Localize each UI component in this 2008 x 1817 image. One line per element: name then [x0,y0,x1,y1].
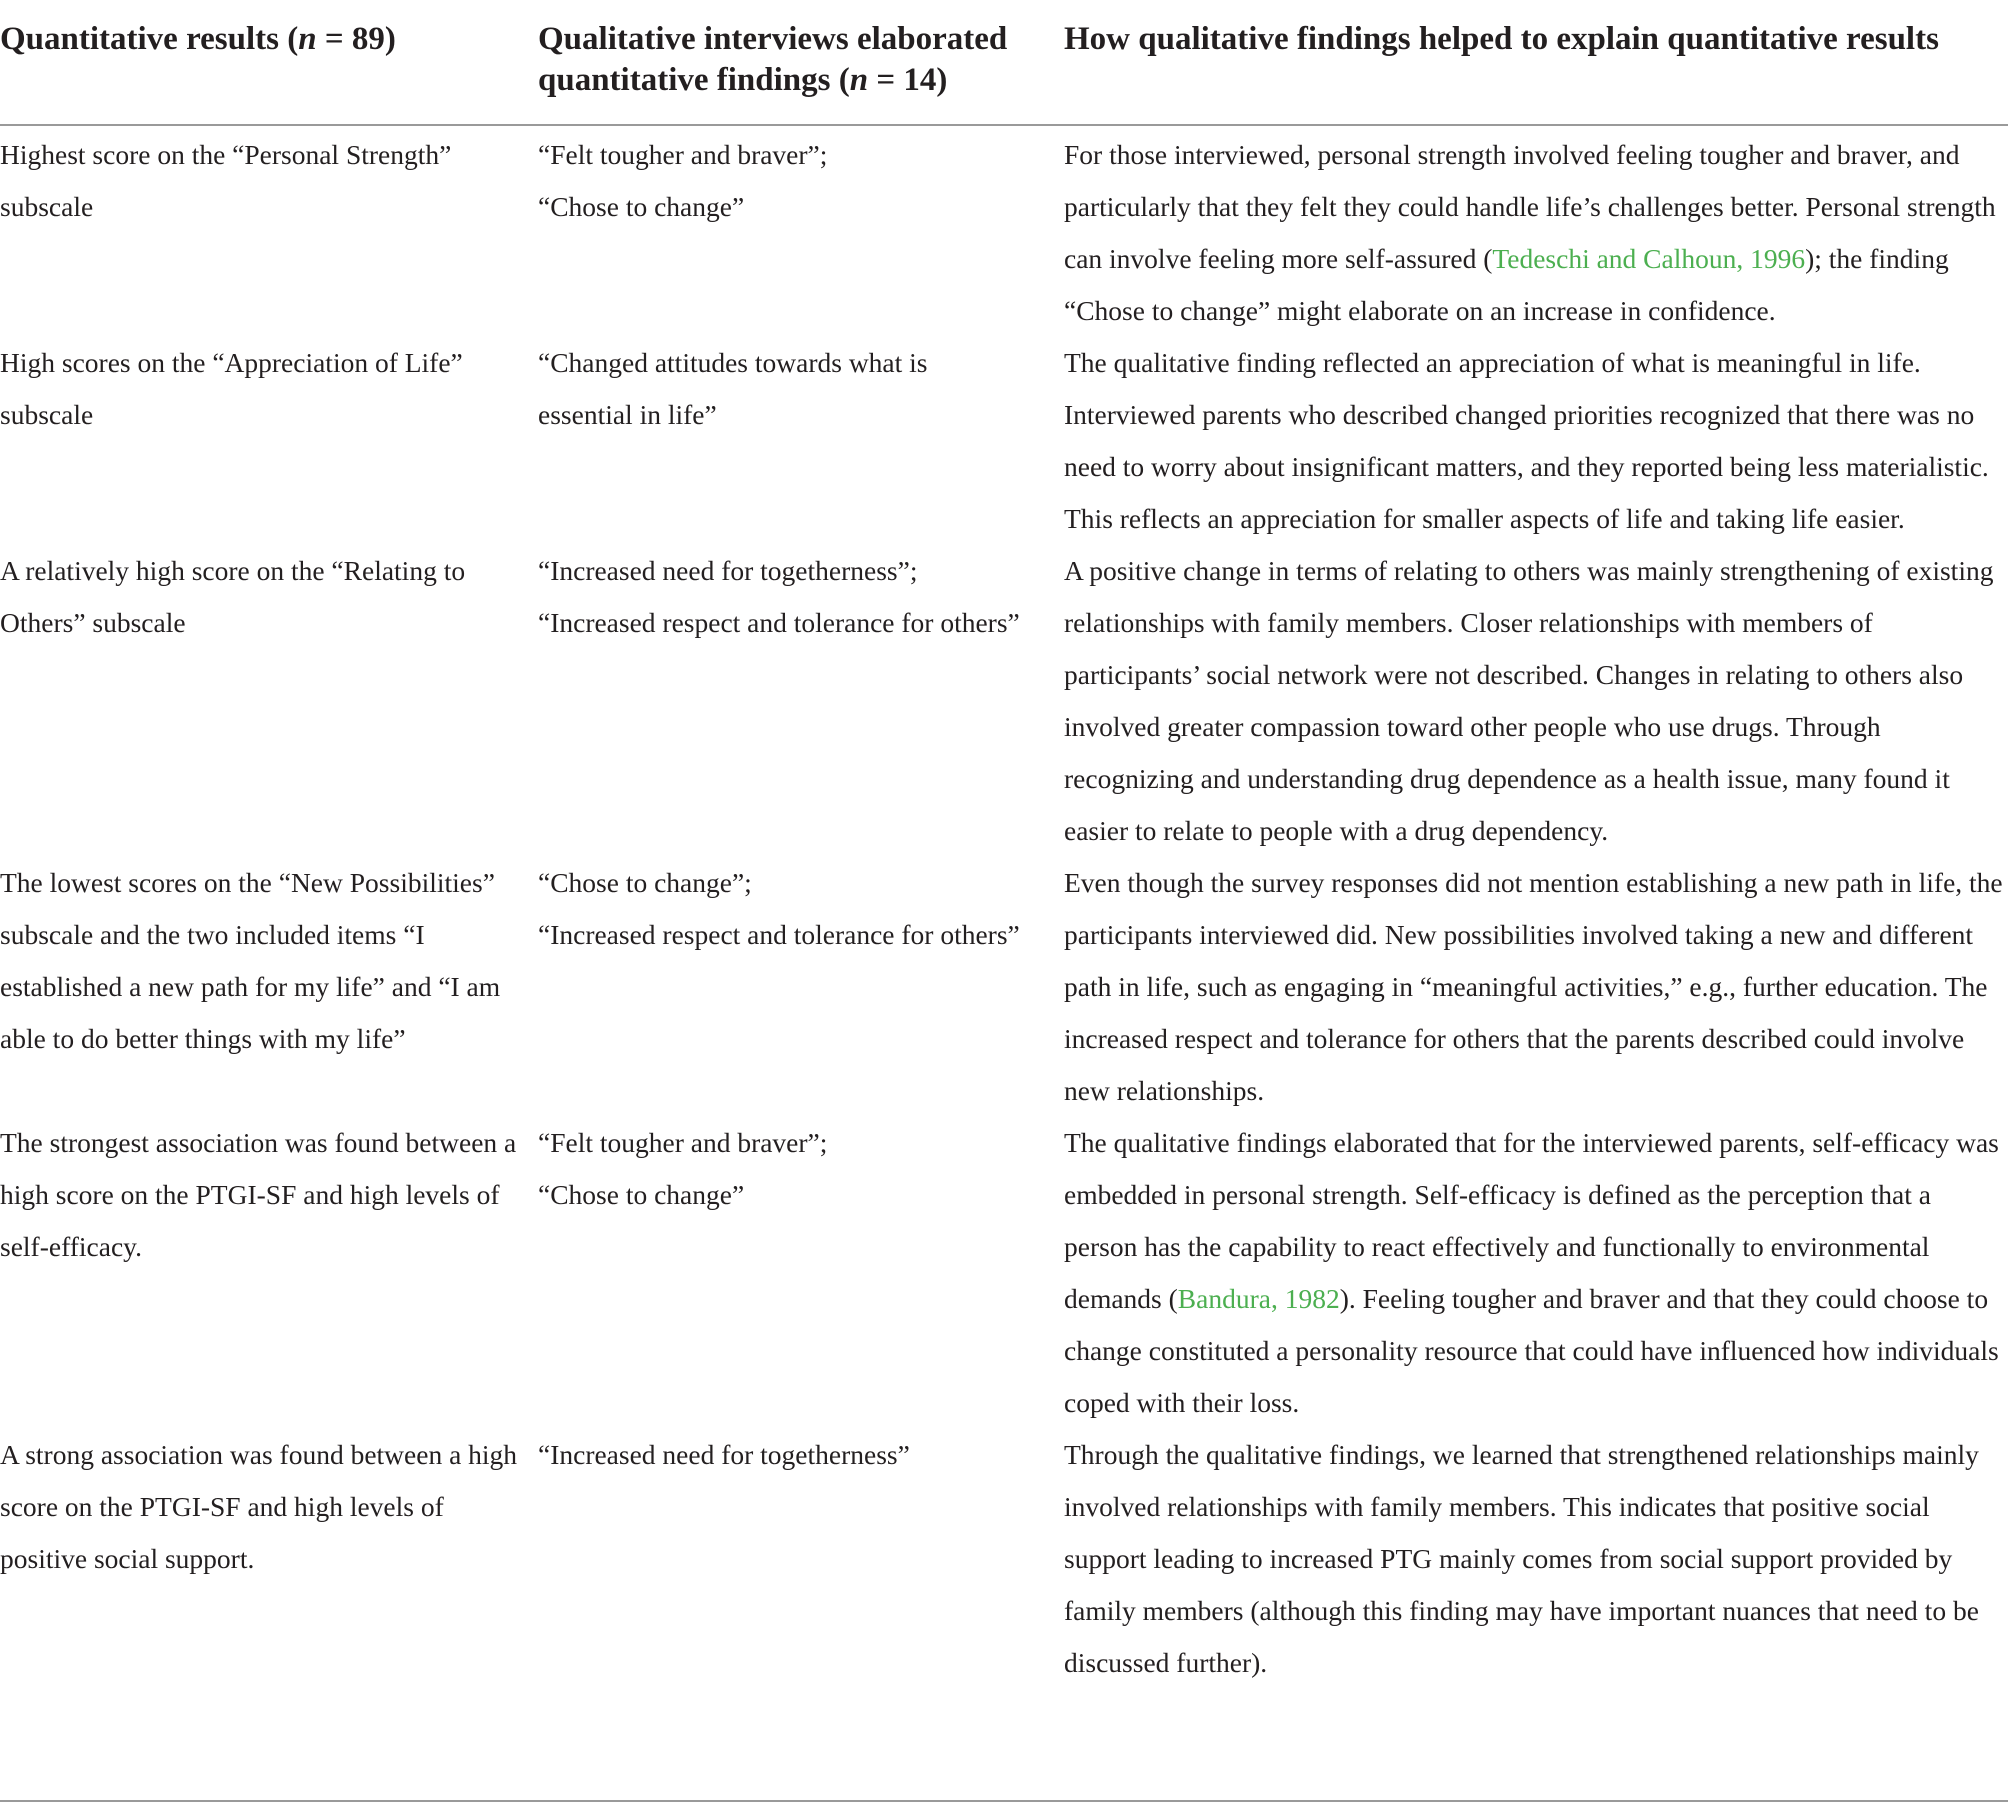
qualitative-finding-cell [538,857,1064,1117]
explanation-cell [1064,337,2008,545]
qualitative-quote: “Increased respect and tolerance for others” [538,607,1020,638]
explanation-cell [1064,857,2008,1117]
table-row [0,125,2008,337]
header-how-findings-explain: How qualitative findings helped to explain quantitative results [1064,0,2008,125]
explanation-cell [1064,1429,2008,1689]
quantitative-result-cell: A strong association was found between a high score on the PTGI-SF and high levels of positive social support. [0,1439,518,1574]
citation-link[interactable]: Bandura, 1982 [1177,1283,1340,1314]
explanation-cell [1064,545,2008,857]
header-col2-prefix: Qualitative interviews elaborated quantitative findings ( [538,21,1008,98]
qualitative-finding-cell [538,337,1064,545]
quantitative-result-cell: Highest score on the “Personal Strength” subscale [0,139,452,222]
qualitative-quote: “Felt tougher and braver”; [538,139,828,170]
qualitative-quote: “Chose to change”; [538,867,752,898]
qualitative-quote: “Chose to change” [538,1179,745,1210]
explanation-text-continued: ); the finding “Chose to change” might elaborate on an increase in confidence. [1064,243,1949,326]
quantitative-result-cell: A relatively high score on the “Relating to Others” subscale [0,555,466,638]
quantitative-result-cell: High scores on the “Appreciation of Life” subscale [0,347,463,430]
qualitative-quote: “Felt tougher and braver”; [538,1127,828,1158]
table-bottom-rule [0,1800,2008,1802]
explanation-text-continued: ). Feeling tougher and braver and that they could choose to change constituted a personality resource that could have influenced how individuals coped with their loss. [1064,1283,1999,1418]
explanation-text: The qualitative finding reflected an appreciation of what is meaningful in life. Interviewed parents who described changed priorities recognized that there was no need to worry about insignificant matters, and they reported being less materialistic. This reflects an appreciation for smaller aspects of life and taking life easier. [1064,347,1989,534]
explanation-cell [1064,1117,2008,1429]
table-header [0,0,2008,125]
explanation-text: Through the qualitative findings, we learned that strengthened relationships mainly involved relationships with family members. This indicates that positive social support leading to increased PTG mainly comes from social support provided by family members (although this finding may have important nuances that need to be discussed further). [1064,1439,1979,1678]
table-row [0,857,2008,1117]
table-body [0,125,2008,1689]
qualitative-quote: “Increased need for togetherness”; [538,555,918,586]
table-row [0,545,2008,857]
explanation-text: Even though the survey responses did not mention establishing a new path in life, the participants interviewed did. New possibilities involved taking a new and different path in life, such as engaging in “meaningful activities,” e.g., further education. The increased respect and tolerance for others that the parents described could involve new relationships. [1064,867,2003,1106]
qualitative-finding-cell [538,125,1064,337]
qualitative-finding-cell [538,1117,1064,1429]
header-col1-suffix: = 89) [316,21,396,57]
qualitative-quote: “Chose to change” [538,191,745,222]
qualitative-quote: “Changed attitudes towards what is essential in life” [538,347,928,430]
quantitative-result-cell: The lowest scores on the “New Possibilities” subscale and the two included items “I established a new path for my life” and “I am able to do better things with my life” [0,867,501,1054]
header-col1-n: n [298,21,317,57]
header-col2-suffix: = 14) [868,62,948,98]
qualitative-finding-cell [538,545,1064,857]
header-col1-prefix: Quantitative results ( [0,21,299,57]
header-qualitative-interviews [538,0,1064,125]
qualitative-finding-cell [538,1429,1064,1689]
quantitative-result-cell: The strongest association was found between a high score on the PTGI-SF and high levels of self-efficacy. [0,1127,517,1262]
header-col2-n: n [849,62,869,98]
explanation-text: The qualitative findings elaborated that for the interviewed parents, self-efficacy was embedded in personal strength. Self-efficacy is defined as the perception that a person has the capability to react effectively and functionally to environmental demands ( [1064,1127,1999,1314]
qualitative-quote: “Increased respect and tolerance for others” [538,919,1020,950]
explanation-text: A positive change in terms of relating to others was mainly strengthening of existing relationships with family members. Closer relationships with members of participants’ social network were not described. Changes in relating to others also involved greater compassion toward other people who use drugs. Through recognizing and understanding drug dependence as a health issue, many found it easier to relate to people with a drug dependency. [1064,555,1994,846]
table-row [0,1117,2008,1429]
header-quantitative-results [0,0,538,125]
table-row [0,337,2008,545]
qualitative-quote: “Increased need for togetherness” [538,1439,910,1470]
header-row [0,0,2008,125]
citation-link[interactable]: Tedeschi and Calhoun, 1996 [1492,243,1806,274]
table-row [0,1429,2008,1689]
explanation-text: For those interviewed, personal strength involved feeling tougher and braver, and particularly that they felt they could handle life’s challenges better. Personal strength can involve feeling more self-assured ( [1064,139,1996,274]
explanation-cell [1064,125,2008,337]
